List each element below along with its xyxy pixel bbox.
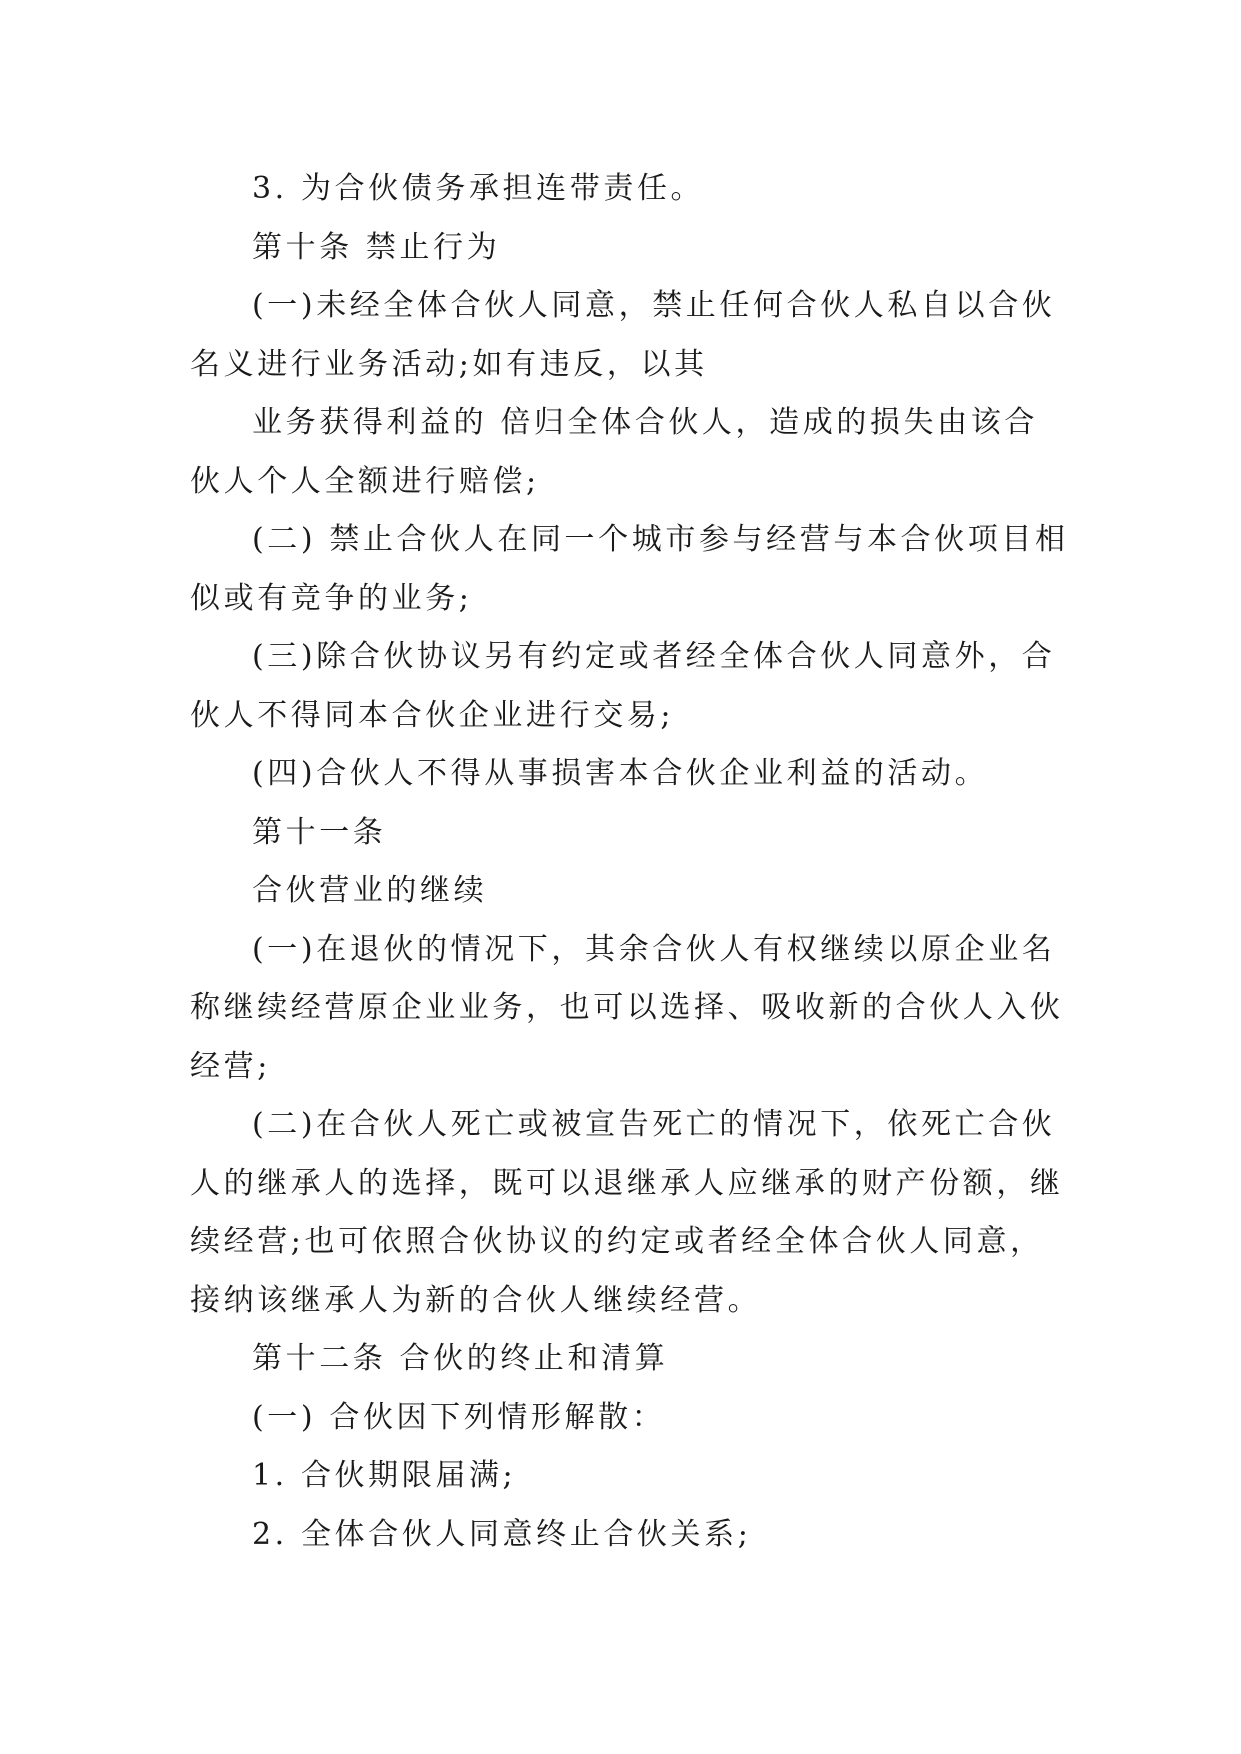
article-10-clause-4: (四)合伙人不得从事损害本合伙企业利益的活动。 (252, 756, 989, 791)
article-10-clause-1-continued: 业务获得利益的 倍归全体合伙人，造成的损失由该合伙人个人全额进行赔偿; (190, 405, 1038, 499)
article-10-clause-2: (二) 禁止合伙人在同一个城市参与经营与本合伙项目相似或有竞争的业务; (190, 522, 1069, 616)
article-12-item-2: 2. 全体合伙人同意终止合伙关系; (252, 1516, 752, 1552)
article-10-clause-3: (三)除合伙协议另有约定或者经全体合伙人同意外，合伙人不得同本合伙企业进行交易; (190, 639, 1056, 733)
article-12-clause-1: (一) 合伙因下列情形解散： (252, 1399, 666, 1435)
article-11-title: 合伙营业的继续 (252, 873, 488, 908)
paragraph-item-3-joint-liability: 3. 为合伙债务承担连带责任。 (252, 171, 705, 206)
article-11-heading: 第十一条 (252, 814, 387, 850)
article-11-clause-2: (二)在合伙人死亡或被宣告死亡的情况下，依死亡合伙人的继承人的选择，既可以退继承人应继承的财产份额，继续经营;也可依照合伙协议的约定或者经全体合伙人同意，接纳该继承人为新的合伙人继续经营。 (190, 1107, 1064, 1318)
document-body (190, 160, 1070, 1564)
article-12-item-1: 1. 合伙期限届满; (252, 1458, 517, 1493)
article-10-heading: 第十条 禁止行为 (252, 229, 501, 265)
article-10-clause-1: (一)未经全体合伙人同意，禁止任何合伙人私自以合伙名义进行业务活动;如有违反，以其 (190, 288, 1056, 382)
article-11-clause-1: (一)在退伙的情况下，其余合伙人有权继续以原企业名称继续经营原企业业务，也可以选择、吸收新的合伙人入伙经营; (190, 931, 1064, 1084)
article-12-heading: 第十二条 合伙的终止和清算 (252, 1341, 669, 1376)
